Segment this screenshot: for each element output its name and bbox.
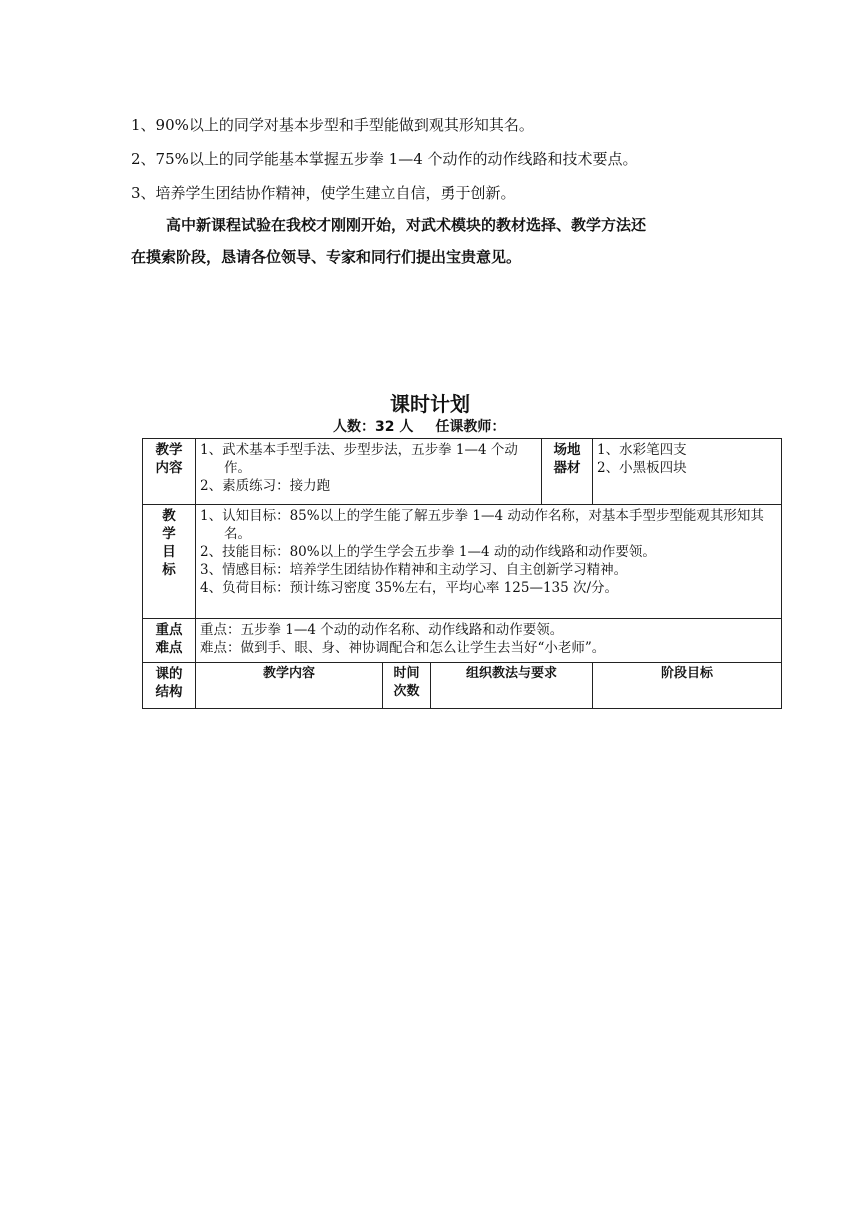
content-cell (196, 439, 542, 505)
lesson-plan-table (142, 438, 782, 709)
venue-label: 场地 器材 (542, 439, 593, 505)
col-structure: 课的 结构 (143, 663, 196, 709)
goal-item: 3、情感目标：培养学生团结协作精神和主动学习、自主创新学习精神。 (200, 562, 628, 578)
venue-item: 1、水彩笔四支 (597, 442, 687, 458)
closing-paragraph-line-2: 在摸索阶段，恳请各位领导、专家和同行们提出宝贵意见。 (131, 248, 522, 266)
structure-header-row (143, 663, 782, 709)
goals-row (143, 505, 782, 619)
col-time: 时间 次数 (383, 663, 431, 709)
goal-item: 1、认知目标：85%以上的学生能了解五步拳 1—4 动动作名称，对基本手型步型能观其形知其名。 (200, 508, 764, 542)
goals-cell (196, 505, 782, 619)
intro-line-2: 2、75%以上的同学能基本掌握五步拳 1—4 个动作的动作线路和技术要点。 (131, 150, 638, 168)
goal-item: 4、负荷目标：预计练习密度 35%左右，平均心率 125—135 次/分。 (200, 580, 619, 596)
teacher-label: 任课教师： (435, 419, 506, 435)
key-point: 重点：五步拳 1—4 个动的动作名称、动作线路和动作要领。 (200, 622, 564, 638)
col-content: 教学内容 (196, 663, 383, 709)
goals-label: 教 学 目 标 (143, 505, 196, 619)
key-label: 重点 难点 (143, 619, 196, 663)
key-row (143, 619, 782, 663)
people-count: 人数：32 人 (333, 419, 414, 435)
plan-title: 课时计划 (390, 392, 470, 416)
plan-subtitle (333, 416, 527, 436)
intro-line-3: 3、培养学生团结协作精神，使学生建立自信，勇于创新。 (131, 184, 516, 202)
content-label: 教学 内容 (143, 439, 196, 505)
venue-item: 2、小黑板四块 (597, 460, 687, 476)
venue-cell (593, 439, 782, 505)
intro-line-1: 1、90%以上的同学对基本步型和手型能做到观其形知其名。 (131, 116, 534, 134)
key-cell (196, 619, 782, 663)
goal-item: 2、技能目标：80%以上的学生学会五步拳 1—4 动的动作线路和动作要领。 (200, 544, 656, 560)
col-method: 组织教法与要求 (431, 663, 593, 709)
content-item: 1、武术基本手型手法、步型步法，五步拳 1—4 个动作。 (200, 442, 518, 476)
col-goal: 阶段目标 (593, 663, 782, 709)
closing-paragraph-line-1: 高中新课程试验在我校才刚刚开始，对武术模块的教材选择、教学方法还 (166, 216, 647, 234)
content-row (143, 439, 782, 505)
content-item: 2、素质练习：接力跑 (200, 478, 331, 494)
difficulty-point: 难点：做到手、眼、身、神协调配合和怎么让学生去当好“小老师”。 (200, 640, 606, 656)
